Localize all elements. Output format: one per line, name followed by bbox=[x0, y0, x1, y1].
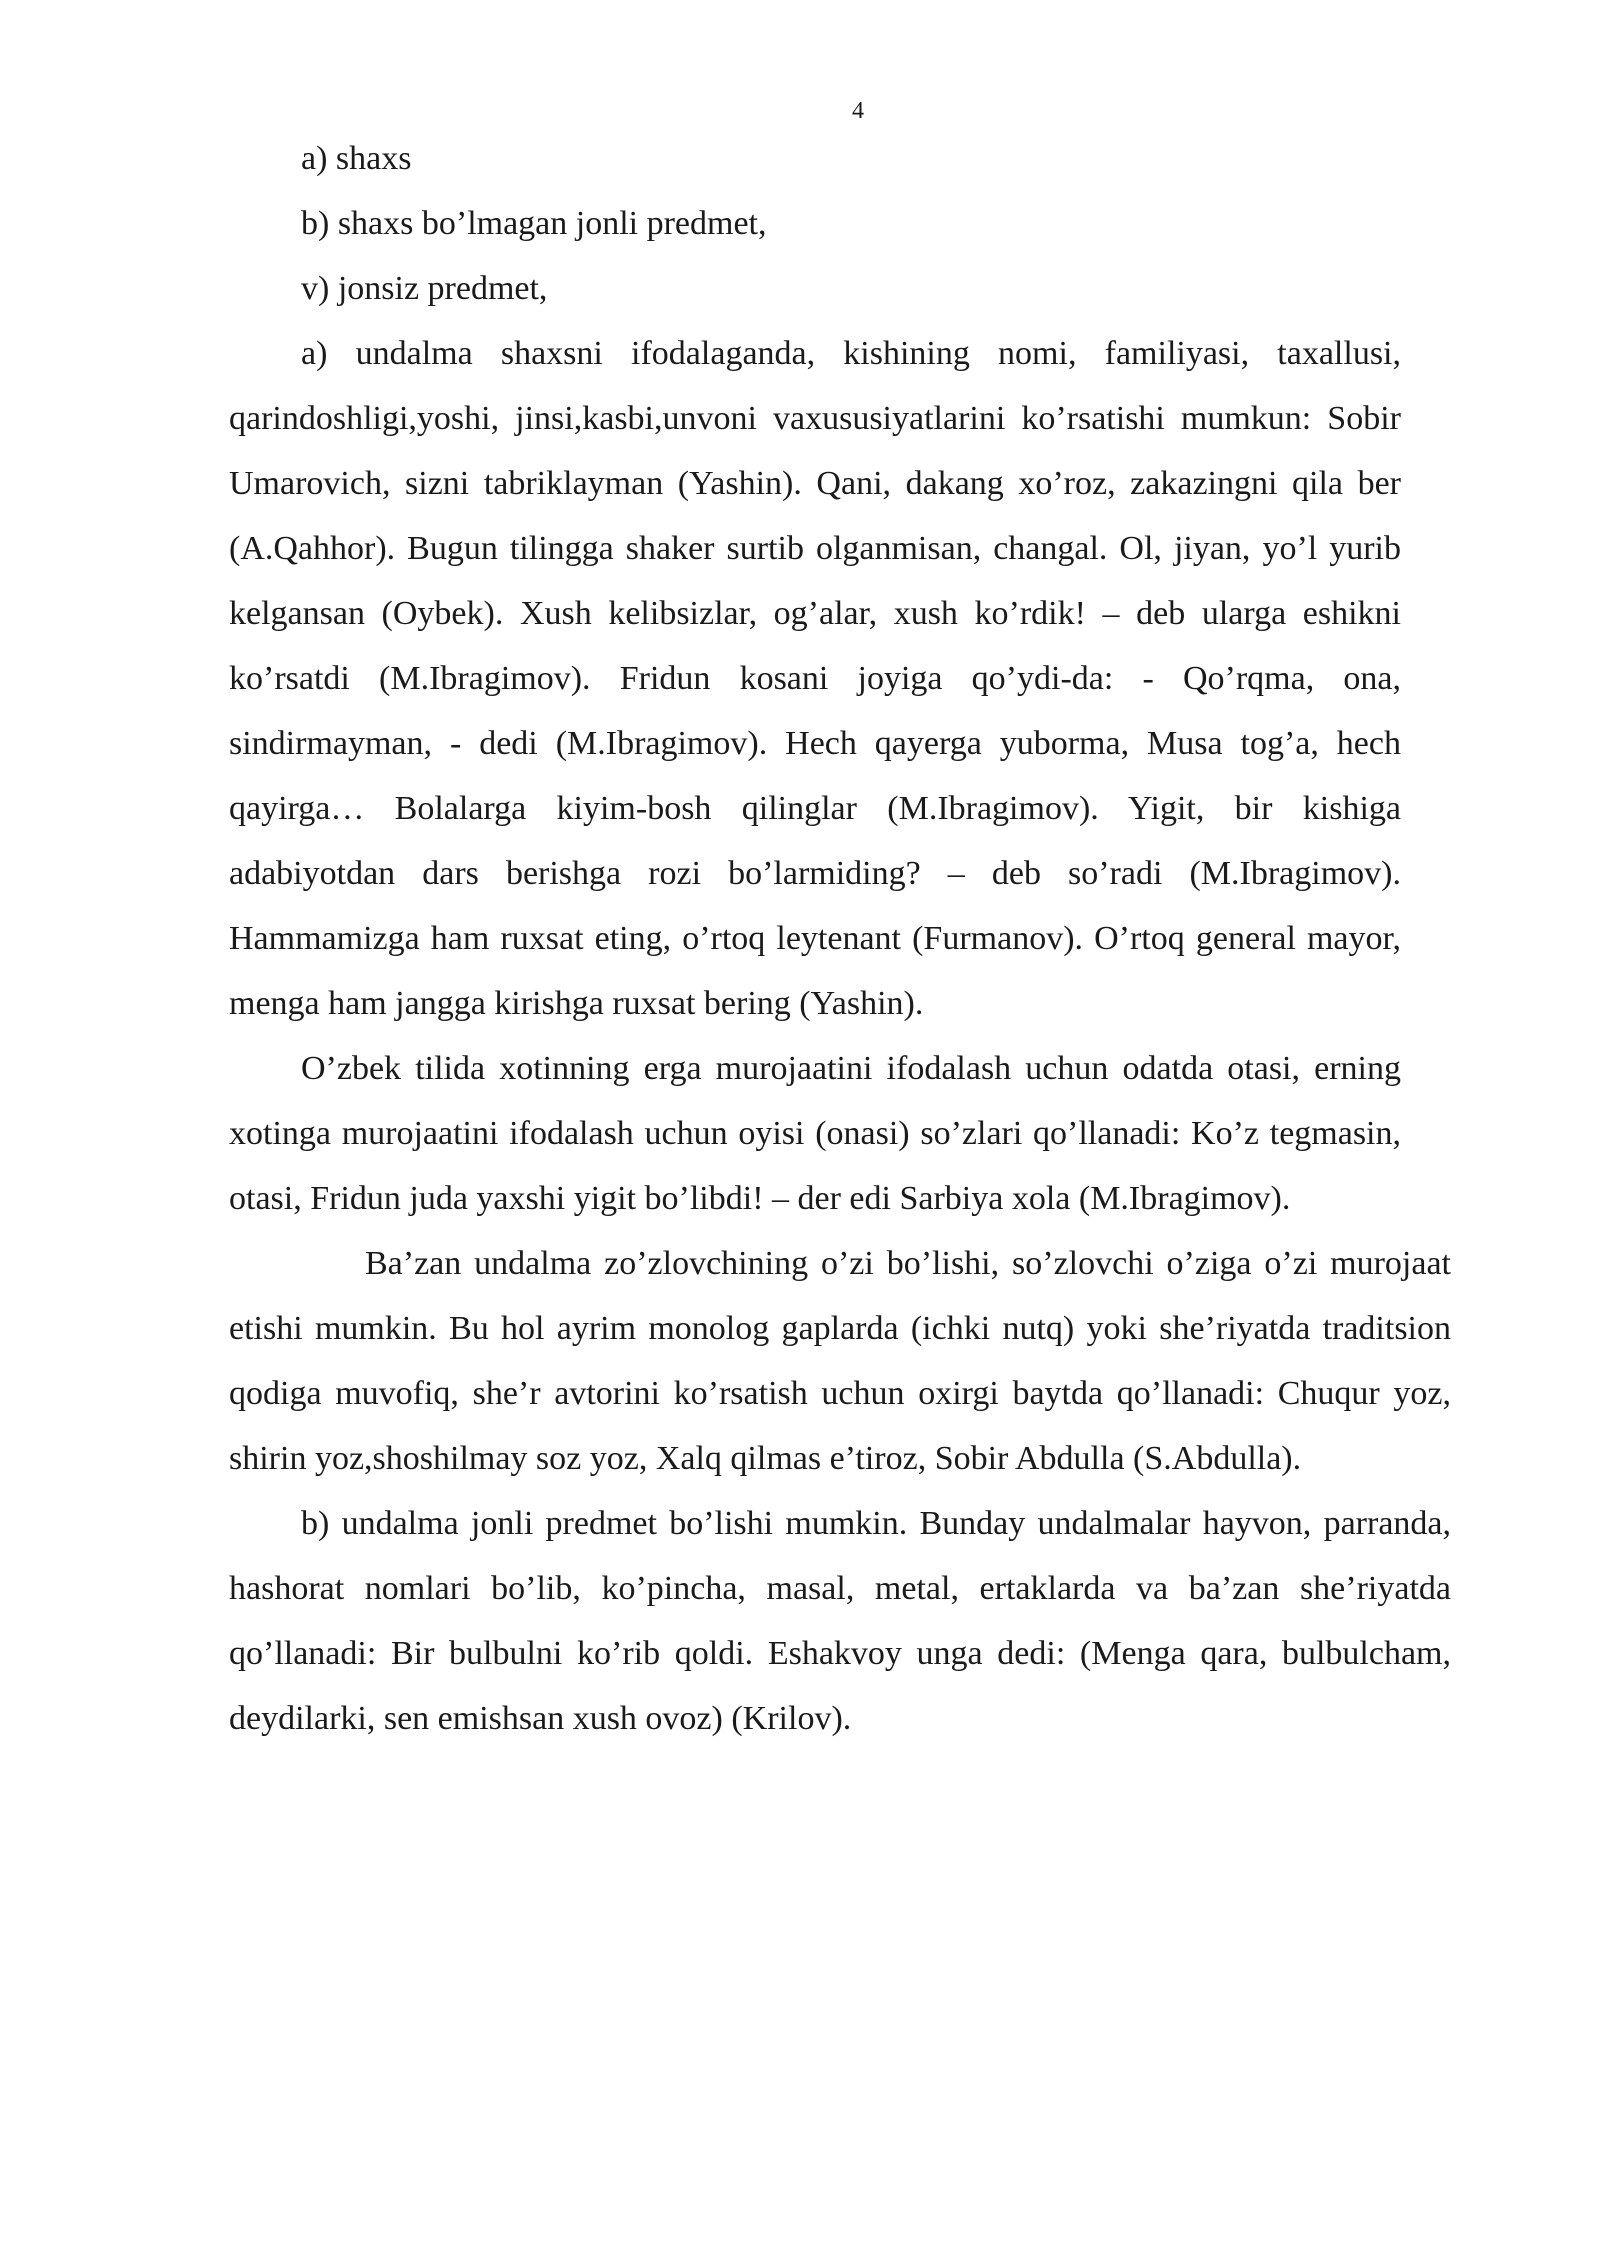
paragraph-animate-object: b) undalma jonli predmet bo’lishi mumkin. Bunday undalmalar hayvon, parranda, hashorat nomlari bo’lib, ko’pincha, masal, metal, ertaklarda va ba’zan she’riyatda qo’llanadi: Bir bulbulni ko’rib qoldi. Eshakvoy unga dedi: (Menga qara, bulbulcham, deydilarki, sen emishsan xush ovoz) (Krilov). bbox=[229, 1505, 1451, 1737]
paragraph-spouse-address: O’zbek tilida xotinning erga murojaatini ifodalash uchun odatda otasi, erning xotinga murojaatini ifodalash uchun oyisi (onasi) so’zlari qo’llanadi: Ko’z tegmasin, otasi, Fridun juda yaxshi yigit bo’libdi! – der edi Sarbiya xola (M.Ibragimov). bbox=[229, 1050, 1401, 1217]
list-item-v: v) jonsiz predmet, bbox=[301, 270, 548, 307]
list-item-a: a) shaxs bbox=[301, 140, 412, 177]
paragraph-person-address: a) undalma shaxsni ifodalaganda, kishining nomi, familiyasi, taxallusi, qarindoshligi,yoshi, jinsi,kasbi,unvoni vaxususiyatlarini ko’rsatishi mumkun: Sobir Umarovich, sizni tabriklayman (Yashin). Qani, dakang xo’roz, zakazingni qila ber (A.Qahhor). Bugun tilingga shaker surtib olganmisan, changal. Ol, jiyan, yo’l yurib kelgansan (Oybek). Xush kelibsizlar, og’alar, xush ko’rdik! – deb ularga eshikni ko’rsatdi (M.Ibragimov). Fridun kosani joyiga qo’ydi-da: - Qo’rqma, ona, sindirmayman, - dedi (M.Ibragimov). Hech qayerga yuborma, Musa tog’a, hech qayirga… Bolalarga kiyim-bosh qilinglar (M.Ibragimov). Yigit, bir kishiga adabiyotdan dars berishga rozi bo’larmiding? – deb so’radi (M.Ibragimov). Hammamizga ham ruxsat eting, o’rtoq leytenant (Furmanov). O’rtoq general mayor, menga ham jangga kirishga ruxsat bering (Yashin). bbox=[229, 335, 1401, 1022]
page-body bbox=[229, 126, 1451, 1751]
paragraph-self-address: Ba’zan undalma zo’zlovchining o’zi bo’lishi, so’zlovchi o’ziga o’zi murojaat etishi mumkin. Bu hol ayrim monolog gaplarda (ichki nutq) yoki she’riyatda traditsion qodiga muvofiq, she’r avtorini ko’rsatish uchun oxirgi baytda qo’llanadi: Chuqur yoz, shirin yoz,shoshilmay soz yoz, Xalq qilmas e’tiroz, Sobir Abdulla (S.Abdulla). bbox=[229, 1245, 1451, 1477]
list-item-b: b) shaxs bo’lmagan jonli predmet, bbox=[301, 205, 767, 242]
page-number: 4 bbox=[852, 98, 864, 124]
